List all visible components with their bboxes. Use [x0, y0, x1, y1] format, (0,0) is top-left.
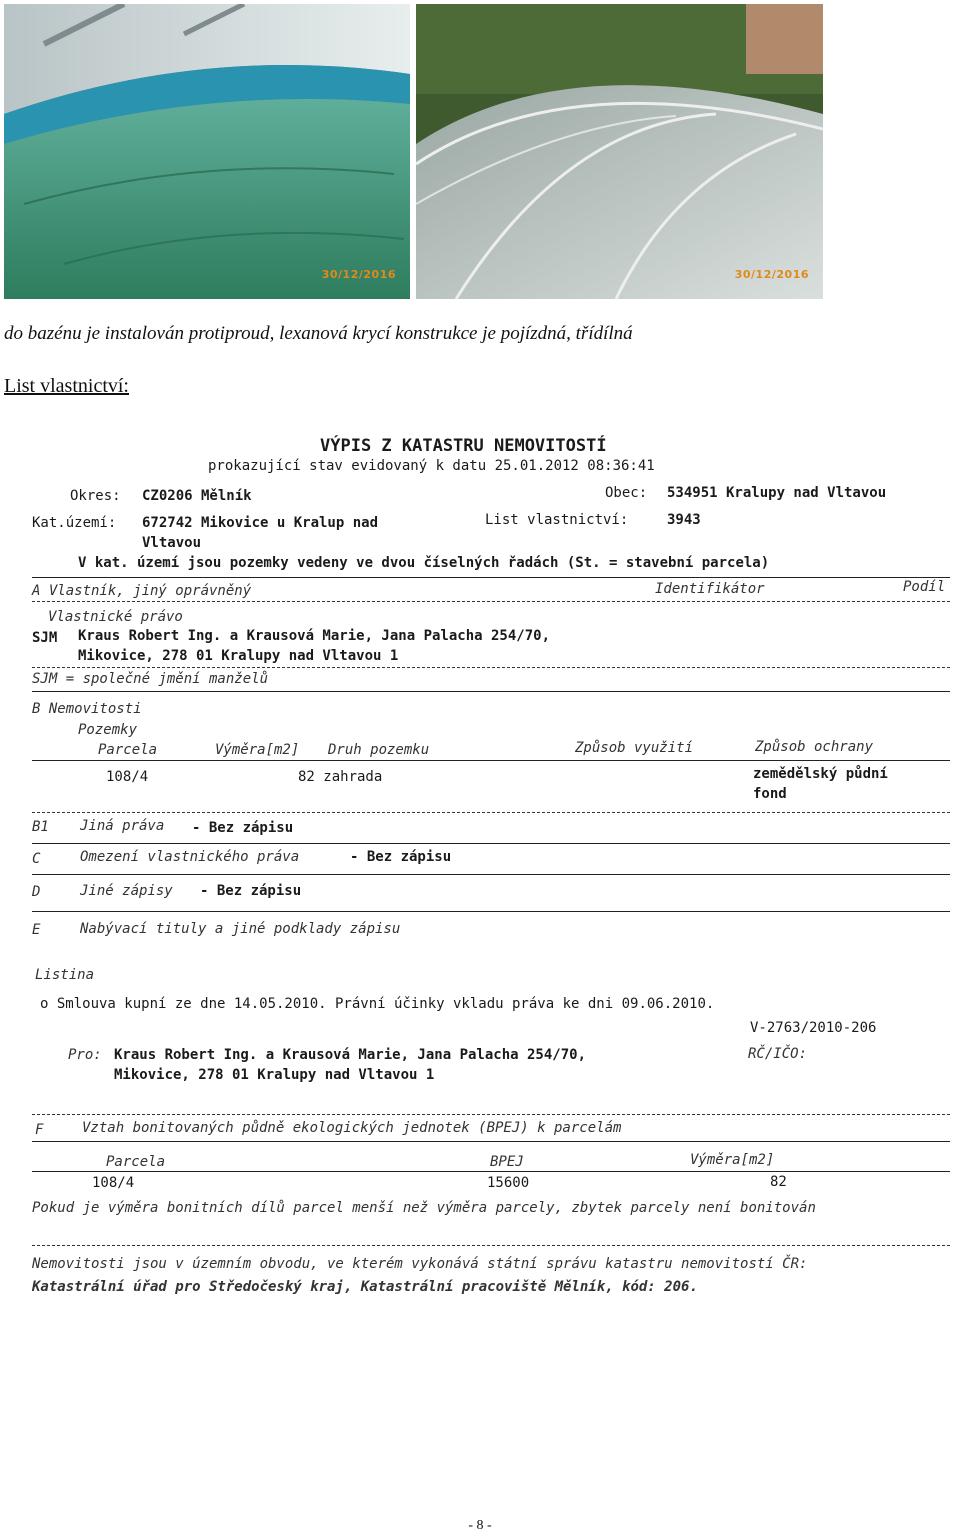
rc-ico-label: RČ/IČO:	[748, 1046, 808, 1062]
col-identifikator: Identifikátor	[655, 581, 765, 597]
section-c-value: - Bez zápisu	[350, 849, 452, 865]
parcel-protection-2: fond	[753, 786, 787, 802]
parcel-area-type: 82 zahrada	[298, 769, 383, 785]
divider	[32, 577, 950, 578]
section-e-letter: E	[32, 922, 41, 938]
section-f-label: Vztah bonitovaných půdně ekologických jednotek (BPEJ) k parcelám	[82, 1120, 622, 1136]
divider	[32, 1245, 950, 1246]
col-podil: Podíl	[903, 579, 946, 595]
bpej-row-parcela: 108/4	[92, 1175, 135, 1191]
divider	[32, 601, 950, 602]
section-b1-value: - Bez zápisu	[192, 820, 294, 836]
bpej-row-bpej: 15600	[487, 1175, 530, 1191]
divider	[32, 1114, 950, 1115]
obec-value: 534951 Kralupy nad Vltavou	[667, 485, 887, 501]
kat-uzemi-label: Kat.území:	[32, 515, 117, 531]
photo-caption: do bazénu je instalován protiproud, lexanová krycí konstrukce je pojízdná, třídílná	[4, 323, 633, 344]
section-c-label: Omezení vlastnického práva	[80, 849, 300, 865]
section-a-subheader: Vlastnické právo	[48, 609, 183, 625]
page-number: - 8 -	[468, 1518, 492, 1533]
listina-label: Listina	[35, 967, 95, 983]
section-a-header: A Vlastník, jiný oprávněný	[32, 583, 252, 599]
pool-image	[4, 4, 410, 299]
section-d-label: Jiné zápisy	[80, 883, 173, 899]
okres-label: Okres:	[70, 488, 121, 504]
lv-label: List vlastnictví:	[485, 512, 629, 528]
divider	[32, 691, 950, 692]
footer-line-2: Katastrální úřad pro Středočeský kraj, Katastrální pracoviště Mělník, kód: 206.	[32, 1279, 698, 1295]
pool-cover-image	[416, 4, 823, 299]
divider	[32, 667, 950, 668]
divider	[32, 1141, 950, 1142]
sjm-note: SJM = společné jmění manželů	[32, 671, 269, 687]
bpej-col-parcela: Parcela	[106, 1154, 166, 1170]
section-b-header: B Nemovitosti	[32, 701, 142, 717]
kat-uzemi-value: 672742 Mikovice u Kralup nad	[142, 515, 379, 531]
photo-date-stamp: 30/12/2016	[734, 268, 809, 281]
pro-line-2: Mikovice, 278 01 Kralupy nad Vltavou 1	[114, 1067, 435, 1083]
section-b-subheader: Pozemky	[78, 722, 138, 738]
okres-value: CZ0206 Mělník	[142, 488, 252, 504]
bpej-row-vymera: 82	[770, 1174, 787, 1190]
section-e-label: Nabývací tituly a jiné podklady zápisu	[80, 921, 401, 937]
col-druh: Druh pozemku	[328, 742, 430, 758]
listina-reference: V-2763/2010-206	[750, 1020, 877, 1036]
bpej-col-vymera: Výměra[m2]	[690, 1152, 775, 1168]
section-d-letter: D	[32, 884, 41, 900]
section-b1-letter: B1	[32, 819, 49, 835]
extract-title: VÝPIS Z KATASTRU NEMOVITOSTÍ	[320, 436, 607, 456]
section-b1-label: Jiná práva	[80, 818, 165, 834]
divider	[32, 911, 950, 912]
col-vymera: Výměra[m2]	[215, 742, 300, 758]
owner-line-2: Mikovice, 278 01 Kralupy nad Vltavou 1	[78, 648, 399, 664]
lv-value: 3943	[667, 512, 701, 528]
extract-subtitle: prokazující stav evidovaný k datu 25.01.2012 08:36:41	[208, 458, 655, 474]
kat-uzemi-value-cont: Vltavou	[142, 535, 202, 551]
col-vyuziti: Způsob využití	[575, 740, 694, 756]
rady-note: V kat. území jsou pozemky vedeny ve dvou číselných řadách (St. = stavební parcela)	[78, 555, 770, 571]
bpej-note: Pokud je výměra bonitních dílů parcel menší než výměra parcely, zbytek parcely není bonitován	[32, 1200, 816, 1216]
divider	[32, 812, 950, 813]
parcel-number: 108/4	[106, 769, 149, 785]
owner-line-1: Kraus Robert Ing. a Krausová Marie, Jana Palacha 254/70,	[78, 628, 551, 644]
bpej-col-bpej: BPEJ	[490, 1154, 524, 1170]
listina-entry: o Smlouva kupní ze dne 14.05.2010. Právní účinky vkladu práva ke dni 09.06.2010.	[40, 996, 715, 1012]
parcel-protection-1: zemědělský půdní	[753, 766, 888, 782]
pool-photo	[4, 4, 410, 299]
owner-prefix: SJM	[32, 630, 58, 646]
photo-date-stamp: 30/12/2016	[321, 268, 396, 281]
section-d-value: - Bez zápisu	[200, 883, 302, 899]
obec-label: Obec:	[605, 485, 648, 501]
pro-line-1: Kraus Robert Ing. a Krausová Marie, Jana Palacha 254/70,	[114, 1047, 587, 1063]
pro-label: Pro:	[68, 1047, 102, 1063]
col-ochrana: Způsob ochrany	[755, 739, 874, 755]
divider	[32, 874, 950, 875]
divider	[32, 1171, 950, 1172]
section-c-letter: C	[32, 851, 41, 867]
col-parcela: Parcela	[98, 742, 158, 758]
section-f-letter: F	[35, 1122, 44, 1138]
pool-cover-photo	[416, 4, 823, 299]
footer-line-1: Nemovitosti jsou v územním obvodu, ve kterém vykonává státní správu katastru nemovitostí ČR:	[32, 1256, 808, 1272]
divider	[32, 843, 950, 844]
divider	[32, 760, 950, 761]
section-heading: List vlastnictví:	[4, 375, 129, 397]
